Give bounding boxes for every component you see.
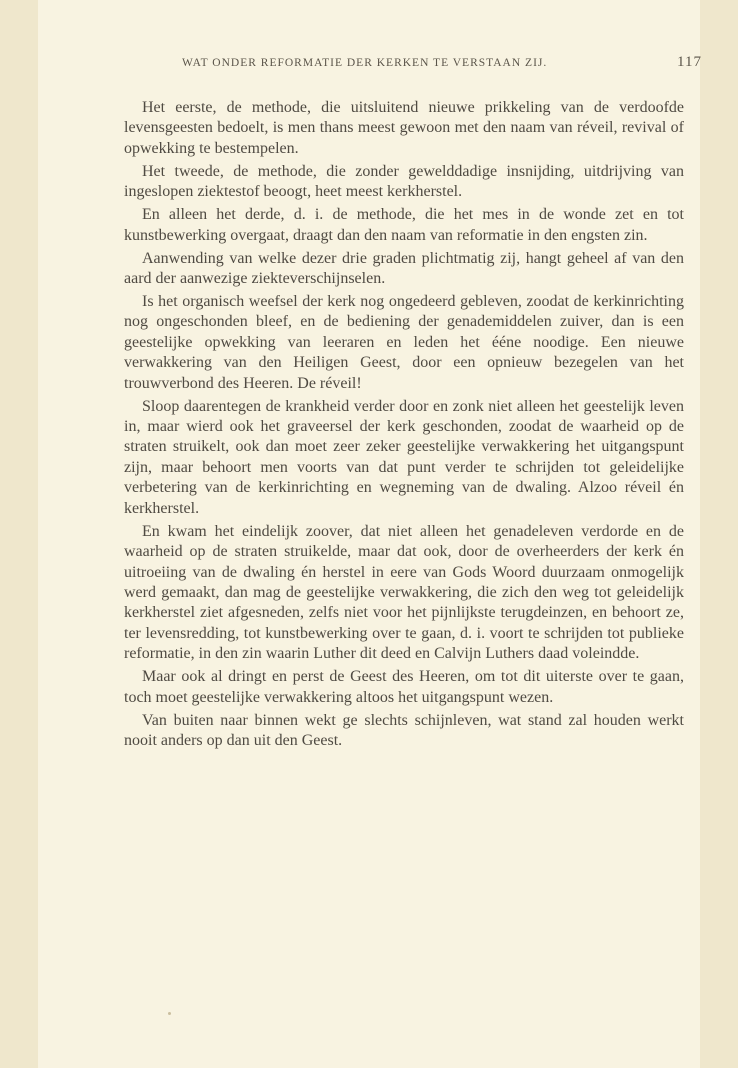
body-text [124,98,684,754]
paragraph-7: En kwam het eindelijk zoover, dat niet alleen het genadeleven verdorde en de waarheid op de straten struikelde, maar dat ook, door de overheerders der kerk én uitroeiing van de dwaling én herstel in eere van Gods Woord duurzaam onmogelijk werd gemaakt, dan mag de geestelijke verwakkering, die zich den weg tot geleidelijk kerkherstel ziet afgesneden, zelfs niet voor het pijnlijkste terugdeinzen, en behoort ze, ter levensredding, tot kunstbewerking over te gaan, d. i. voort te schrijden tot publieke reformatie, in den zin waarin Luther dit deed en Calvijn Luthers daad voleindde. [124,522,684,663]
header-title: WAT ONDER REFORMATIE DER KERKEN TE VERSTAAN ZIJ. [182,57,548,69]
paragraph-4: Aanwending van welke dezer drie graden plichtmatig zij, hangt geheel af van den aard der aanwezige ziekteverschijnselen. [124,249,684,288]
paragraph-6: Sloop daarentegen de krankheid verder door en zonk niet alleen het geestelijk leven in, maar wierd ook het graveersel der kerk geschonden, zoodat de waarheid op de straten struikelt, ook dan moet zeer zeker geestelijke verwakkering het uitgangspunt zijn, maar behoort men voorts van dat punt verder te schrijden tot geleidelijke verbetering van de kerkinrichting en wegneming van de dwaling. Alzoo réveil én kerkherstel. [124,397,684,517]
paragraph-9: Van buiten naar binnen wekt ge slechts schijnleven, wat stand zal houden werkt nooit anders op dan uit den Geest. [124,711,684,749]
page-number: 117 [677,54,702,70]
paragraph-3: En alleen het derde, d. i. de methode, die het mes in de wonde zet en tot kunstbewerking overgaat, draagt dan den naam van reformatie in den engsten zin. [124,206,684,244]
book-page [38,0,700,1068]
paragraph-1: Het eerste, de methode, die uitsluitend nieuwe prikkeling van de verdoofde levensgeesten bedoelt, is men thans meest gewoon met den naam van réveil, revival of opwekking te bestempelen. [124,99,684,157]
paper-speck [168,1012,171,1015]
paragraph-8: Maar ook al dringt en perst de Geest des Heeren, om tot dit uiterste over te gaan, toch moet geestelijke verwakkering altoos het uitgangspunt wezen. [124,668,684,706]
paragraph-5: Is het organisch weefsel der kerk nog ongedeerd gebleven, zoodat de kerkinrichting nog ongeschonden bleef, en de bediening der genademiddelen zuiver, dan is een geestelijke opwekking van leeraren en leden het ééne noodige. Een nieuwe verwakkering van den Heiligen Geest, door een opnieuw bezegelen van het trouwverbond des Heeren. De réveil! [124,293,684,392]
paragraph-2: Het tweede, de methode, die zonder gewelddadige insnijding, uitdrijving van ingeslopen ziektestof beoogt, heet meest kerkherstel. [124,162,684,201]
